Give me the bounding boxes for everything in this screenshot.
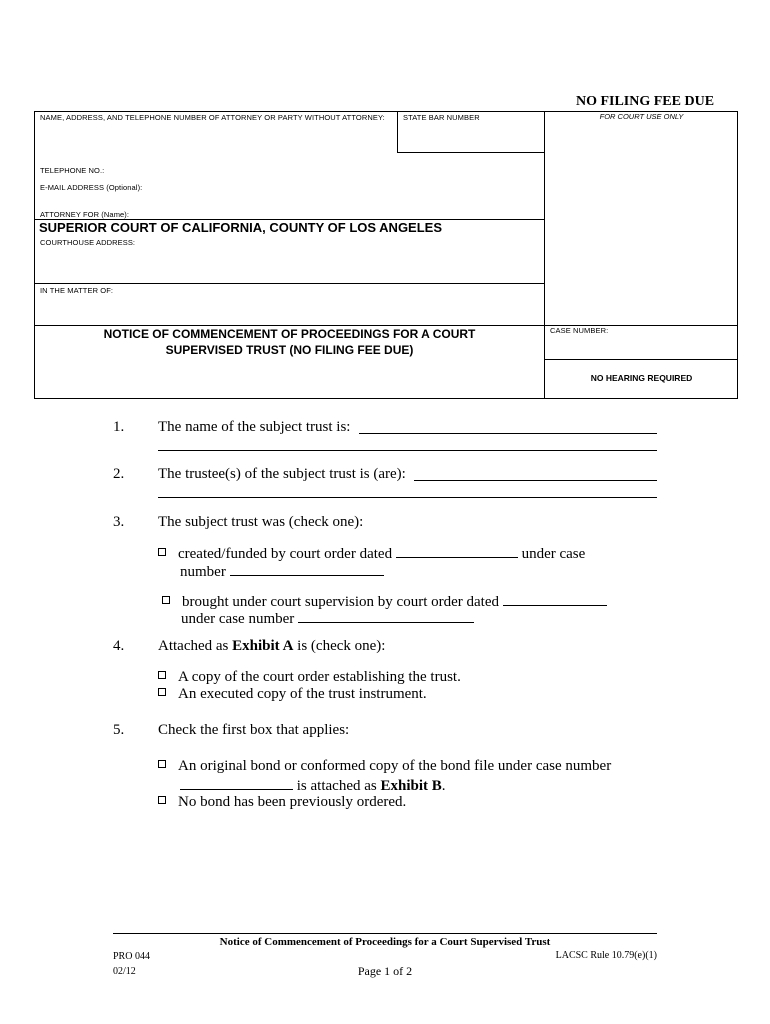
matter-field[interactable] — [36, 297, 542, 323]
item3-option1-text3: number — [180, 564, 226, 580]
bond-case-number-field[interactable] — [180, 775, 293, 790]
document-title-line1: NOTICE OF COMMENCEMENT OF PROCEEDINGS FOR A COURT — [103, 327, 476, 341]
item5-text: Check the first box that applies: — [158, 722, 350, 738]
page-number: Page 1 of 2 — [357, 964, 413, 978]
item3-option1 — [158, 543, 585, 563]
item5-number: 5. — [113, 722, 125, 738]
court-use-field[interactable] — [546, 124, 736, 322]
item1-text: The name of the subject trust is: — [158, 419, 351, 435]
item3-text: The subject trust was (check one): — [158, 514, 364, 530]
courthouse-address-field[interactable] — [36, 250, 542, 281]
item4-exhibit-a: Exhibit A — [232, 638, 294, 654]
item5-option2-text: No bond has been previously ordered. — [178, 794, 407, 810]
item3-option1-text: created/funded by court order dated — [178, 546, 393, 562]
item3-option2-text2: under case number — [181, 611, 295, 627]
attorney-info-field[interactable] — [36, 124, 394, 164]
item4-text-post: is (check one): — [293, 638, 386, 654]
attorney-label: NAME, ADDRESS, AND TELEPHONE NUMBER OF ATTORNEY OR PARTY WITHOUT ATTORNEY: — [40, 113, 385, 122]
no-hearing-label: NO HEARING REQUIRED — [590, 373, 693, 383]
item3-option2-cont — [181, 608, 474, 628]
form-number: PRO 044 — [113, 951, 150, 962]
trust-name-field-line2[interactable] — [158, 436, 657, 451]
attorney-for-label: ATTORNEY FOR (Name): — [40, 210, 130, 219]
telephone-label: TELEPHONE NO.: — [40, 166, 105, 175]
item5-option2 — [158, 793, 406, 811]
matter-label: IN THE MATTER OF: — [40, 286, 114, 295]
attorney-for-field[interactable] — [132, 208, 392, 219]
item5-option1-text2: is attached as — [296, 778, 381, 794]
case-number-field-opt2[interactable] — [298, 608, 474, 623]
item5-option1-text: An original bond or conformed copy of the bond file under case number — [178, 758, 612, 774]
item3-option1-checkbox[interactable] — [158, 548, 166, 556]
document-title — [36, 326, 543, 358]
item1-number: 1. — [113, 419, 125, 435]
item4-text — [158, 637, 385, 655]
court-order-date-field[interactable] — [396, 543, 518, 558]
item3-number: 3. — [113, 514, 125, 530]
trust-name-field[interactable] — [359, 419, 657, 434]
document-title-line2: SUPERVISED TRUST (NO FILING FEE DUE) — [165, 343, 414, 357]
item4-option1 — [158, 668, 461, 686]
no-filing-fee-heading: NO FILING FEE DUE — [575, 94, 715, 109]
item4-number: 4. — [113, 638, 125, 654]
email-field[interactable] — [150, 181, 390, 193]
rule-reference: LACSC Rule 10.79(e)(1) — [555, 950, 657, 961]
item5-option1 — [158, 757, 611, 775]
email-label: E-MAIL ADDRESS (Optional): — [40, 183, 143, 192]
case-number-field[interactable] — [546, 337, 736, 357]
supervision-date-field[interactable] — [503, 591, 607, 606]
item5-option1-cont — [180, 775, 446, 795]
state-bar-label: STATE BAR NUMBER — [403, 113, 480, 122]
trustee-field[interactable] — [414, 466, 657, 481]
item4-option2 — [158, 685, 427, 703]
telephone-field[interactable] — [110, 164, 390, 176]
courthouse-address-label: COURTHOUSE ADDRESS: — [40, 238, 136, 247]
item3-option2-text: brought under court supervision by court order dated — [182, 594, 499, 610]
court-use-label: FOR COURT USE ONLY — [599, 112, 684, 121]
item5-exhibit-b: Exhibit B — [380, 778, 442, 794]
item4-option2-checkbox[interactable] — [158, 688, 166, 696]
item5-option2-checkbox[interactable] — [158, 796, 166, 804]
item2-number: 2. — [113, 466, 125, 482]
court-name: SUPERIOR COURT OF CALIFORNIA, COUNTY OF LOS ANGELES — [39, 220, 443, 235]
case-number-label: CASE NUMBER: — [550, 326, 609, 335]
item4-option1-checkbox[interactable] — [158, 671, 166, 679]
item3-option2-checkbox[interactable] — [162, 596, 170, 604]
trustee-field-line2[interactable] — [158, 483, 657, 498]
state-bar-field[interactable] — [399, 124, 543, 150]
item3-option1-text2: under case — [521, 546, 586, 562]
footer-title: Notice of Commencement of Proceedings for a Court Supervised Trust — [219, 936, 551, 948]
item5-option1-checkbox[interactable] — [158, 760, 166, 768]
item3-option1-cont — [180, 561, 384, 581]
item4-option1-text: A copy of the court order establishing the trust. — [178, 669, 461, 685]
footer-rule — [113, 933, 657, 934]
item4-text-pre: Attached as — [158, 638, 233, 654]
item5-option1-text3: . — [441, 778, 446, 794]
item2-text: The trustee(s) of the subject trust is (are): — [158, 466, 406, 482]
item4-option2-text: An executed copy of the trust instrument. — [178, 686, 427, 702]
revision-date: 02/12 — [113, 966, 136, 977]
case-number-field-opt1[interactable] — [230, 561, 384, 576]
